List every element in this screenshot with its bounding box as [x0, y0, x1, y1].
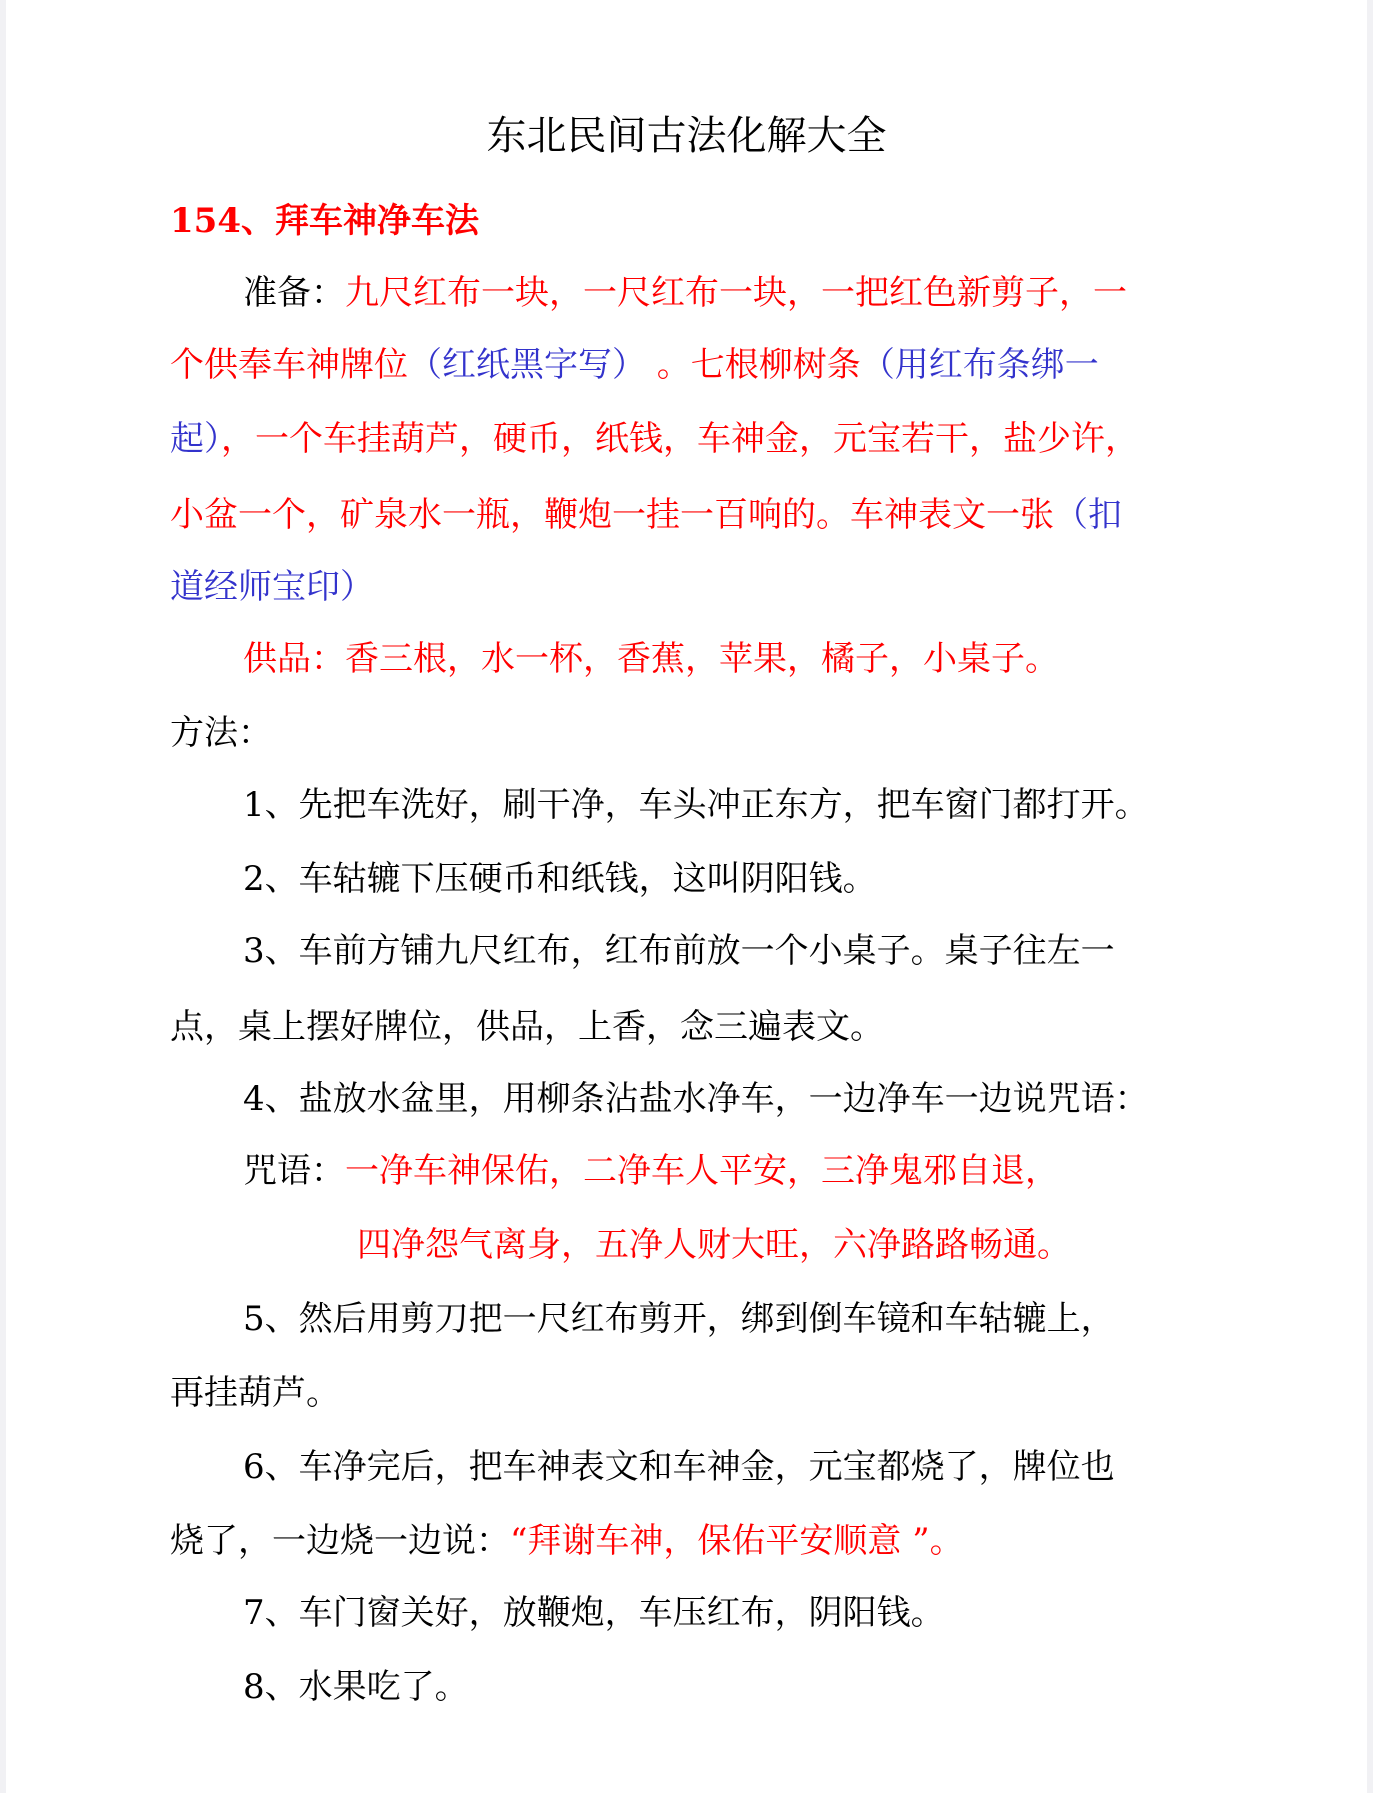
- step-3-line-1: 3、车前方铺九尺红布，红布前放一个小桌子。桌子往左一: [243, 931, 1115, 971]
- method-label: 方法：: [170, 713, 272, 753]
- prep-items-4: 小盆一个，矿泉水一瓶，鞭炮一挂一百响的。车神表文一张: [170, 495, 1054, 535]
- prep-items-3: ，一个车挂葫芦，硬币，纸钱，车神金，元宝若干，盐少许，: [221, 419, 1139, 459]
- step-3-line-2: 点，桌上摆好牌位，供品，上香，念三遍表文。: [170, 1007, 884, 1047]
- mantra-text-1: 一净车神保佑，二净车人平安，三净鬼邪自退，: [345, 1151, 1059, 1191]
- section-heading: 154、拜车神净车法: [170, 201, 479, 241]
- prep-items-1: 九尺红布一块，一尺红布一块，一把红色新剪子，一: [345, 273, 1127, 313]
- step-2: 2、车轱辘下压硬币和纸钱，这叫阴阳钱。: [243, 859, 877, 899]
- prep-note-4: （扣: [1054, 495, 1122, 535]
- step-5-line-1: 5、然后用剪刀把一尺红布剪开，绑到倒车镜和车轱辘上，: [243, 1299, 1115, 1339]
- prep-line-3: [170, 414, 1139, 464]
- step-6-line-1: 6、车净完后，把车神表文和车神金，元宝都烧了，牌位也: [243, 1447, 1115, 1487]
- step-5-line-2: 再挂葫芦。: [170, 1373, 340, 1413]
- document-title: 东北民间古法化解大全: [486, 113, 887, 159]
- offerings-line: 供品：香三根，水一杯，香蕉，苹果，橘子，小桌子。: [243, 639, 1059, 679]
- step-6-text: 烧了，一边烧一边说：: [170, 1521, 510, 1561]
- step-1: 1、先把车洗好，刷干净，车头冲正东方，把车窗门都打开。: [243, 785, 1149, 825]
- prep-line-5: [170, 562, 374, 612]
- prep-note-2b: （用红布条绑一: [860, 345, 1099, 385]
- prep-note-3: 起）: [170, 419, 221, 459]
- mantra-label: 咒语：: [243, 1151, 345, 1191]
- mantra-line-1: [243, 1146, 1059, 1196]
- prep-line-4: [170, 490, 1122, 540]
- prep-note-5: 道经师宝印）: [170, 567, 374, 607]
- prep-line-2: [170, 340, 1099, 390]
- mantra-line-2: 四净怨气离身，五净人财大旺，六净路路畅通。: [357, 1225, 1071, 1265]
- prep-line-1: [243, 268, 1127, 318]
- prep-note-2: （红纸黑字写）: [408, 345, 646, 385]
- prep-label: 准备：: [243, 273, 345, 313]
- step-8: 8、水果吃了。: [243, 1667, 469, 1707]
- prep-items-2: 个供奉车神牌位: [170, 345, 408, 385]
- step-7: 7、车门窗关好，放鞭炮，车压红布，阴阳钱。: [243, 1593, 945, 1633]
- prep-items-2b: 。七根柳树条: [646, 345, 861, 385]
- step-6-quote: “拜谢车神，保佑平安顺意 ”。: [510, 1521, 964, 1561]
- step-6-line-2: [170, 1516, 964, 1566]
- step-4: 4、盐放水盆里，用柳条沾盐水净车，一边净车一边说咒语：: [243, 1079, 1149, 1119]
